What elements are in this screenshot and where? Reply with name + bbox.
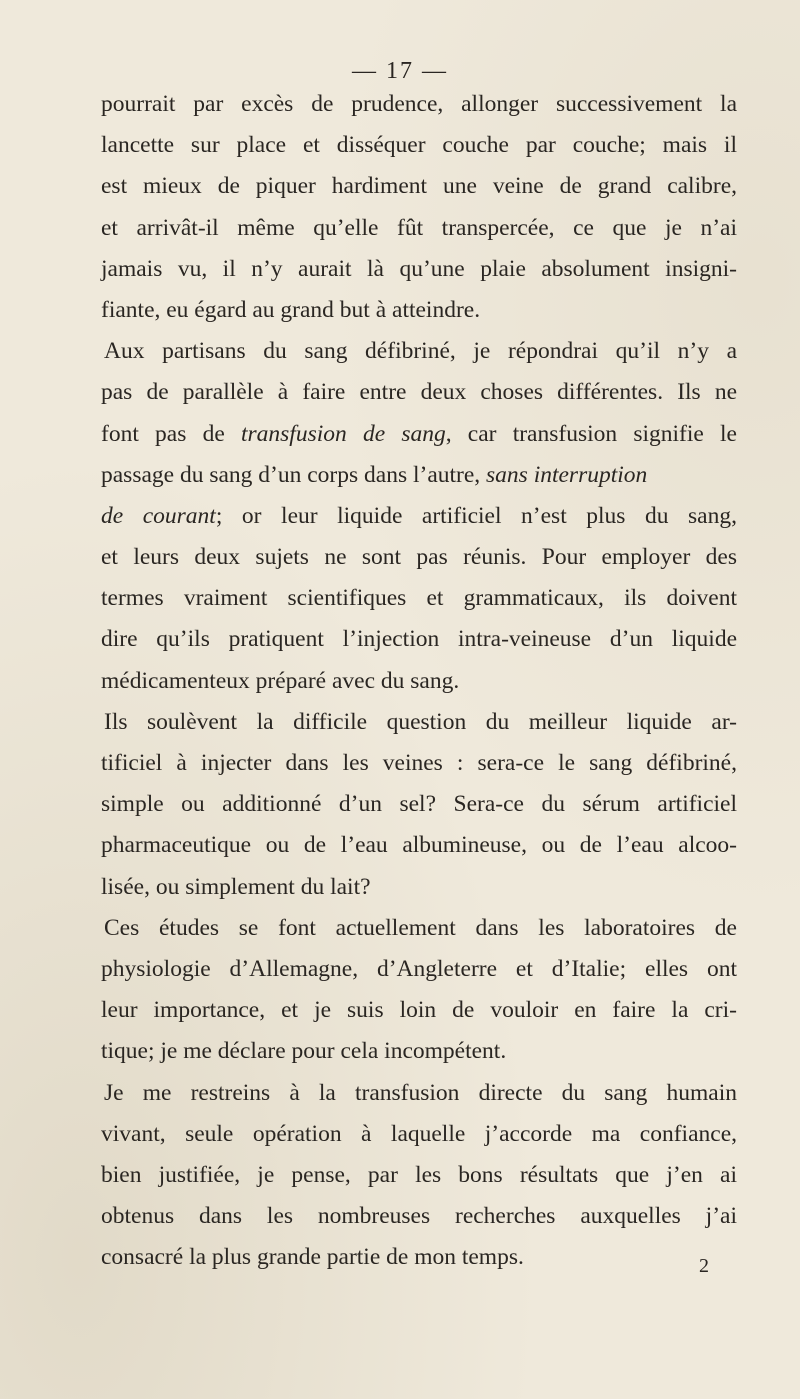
- text-line: jamais vu, il n’y aurait là qu’une plaie absolument insigni-: [101, 255, 737, 282]
- text-line: tificiel à injecter dans les veines : sera-ce le sang défibriné,: [101, 750, 737, 776]
- text-segment: , car transfusion signifie le: [445, 420, 737, 447]
- body-text: [101, 84, 737, 1278]
- text-segment: ; or leur liquide artificiel n’est plus du sang,: [215, 502, 737, 529]
- text-line: tique; je me déclare pour cela incompétent.: [101, 1038, 507, 1065]
- text-line: et arrivât-il même qu’elle fût transpercée, ce que je n’ai: [101, 214, 737, 241]
- text-line: consacré la plus grande partie de mon temps.: [101, 1244, 524, 1271]
- text-line: [101, 455, 737, 496]
- text-line: pharmaceutique ou de l’eau albumineuse, ou de l’eau alcoo-: [101, 832, 737, 859]
- text-line: Ces études se font actuellement dans les laboratoires de: [104, 914, 737, 941]
- text-line: et leurs deux sujets ne sont pas réunis. Pour employer des: [101, 544, 737, 571]
- text-line: fiante, eu égard au grand but à atteindre.: [101, 296, 481, 323]
- italic-segment: de courant: [101, 502, 216, 529]
- text-line: lisée, ou simplement du lait?: [101, 873, 371, 900]
- signature-mark: 2: [699, 1255, 709, 1277]
- text-line: obtenus dans les nombreuses recherches auxquelles j’ai: [101, 1203, 737, 1230]
- text-line: bien justifiée, je pense, par les bons résultats que j’en ai: [101, 1161, 737, 1188]
- page-number: — 17 —: [352, 58, 448, 84]
- text-segment: passage du sang d’un corps dans l’autre,: [101, 461, 487, 488]
- text-line: vivant, seule opération à laquelle j’accorde ma confiance,: [101, 1120, 737, 1147]
- text-line: simple ou additionné d’un sel? Sera-ce du sérum artificiel: [101, 791, 737, 818]
- text-line: physiologie d’Allemagne, d’Angleterre et d’Italie; elles ont: [101, 955, 737, 982]
- text-line: est mieux de piquer hardiment une veine de grand calibre,: [101, 173, 737, 200]
- text-line: leur importance, et je suis loin de vouloir en faire la cri-: [101, 997, 737, 1024]
- text-line: Je me restreins à la transfusion directe du sang humain: [104, 1079, 737, 1106]
- text-segment: font pas de: [101, 420, 241, 447]
- italic-segment: transfusion de sang: [240, 420, 446, 447]
- text-line: médicamenteux préparé avec du sang.: [101, 667, 460, 694]
- text-line: [101, 496, 737, 537]
- text-line: dire qu’ils pratiquent l’injection intra-veineuse d’un liquide: [101, 626, 737, 653]
- text-line: Aux partisans du sang défibriné, je répondrai qu’il n’y a: [104, 338, 737, 365]
- text-line: pourrait par excès de prudence, allonger successivement la: [101, 91, 737, 117]
- text-line: lancette sur place et disséquer couche par couche; mais il: [101, 132, 737, 159]
- text-line: pas de parallèle à faire entre deux choses différentes. Ils ne: [101, 379, 737, 406]
- text-line: [101, 414, 737, 455]
- text-line: Ils soulèvent la difficile question du meilleur liquide ar-: [104, 708, 737, 735]
- italic-segment: sans interruption: [486, 461, 648, 488]
- text-line: termes vraiment scientifiques et grammaticaux, ils doivent: [101, 585, 737, 612]
